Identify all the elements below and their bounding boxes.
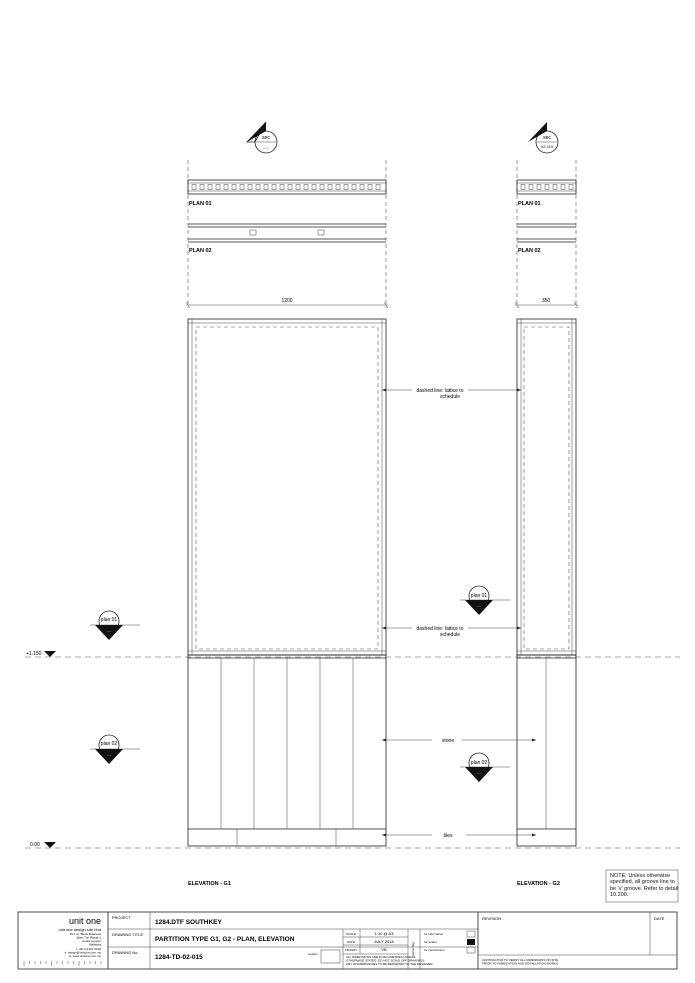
- lattice-cell: [328, 185, 332, 190]
- drawing-no-label: DRAWING No.: [112, 950, 139, 955]
- elevation-g1: [188, 319, 386, 846]
- lattice-cell: [232, 185, 236, 190]
- plan-marker-ref: _._: [106, 628, 112, 632]
- company-info-line: Malaysia: [89, 942, 101, 947]
- status-item: for construction: [424, 948, 445, 952]
- annotation-tiles: [382, 833, 536, 839]
- lattice-cell: [368, 185, 372, 190]
- plan-01-label-g2: PLAN 01: [518, 201, 541, 207]
- elevation-title-g1: ELEVATION - G1: [188, 881, 231, 887]
- lattice-cell: [545, 185, 549, 190]
- lattice-cell: [529, 185, 533, 190]
- project-label: PROJECT: [112, 915, 131, 920]
- lattice-cell: [312, 185, 316, 190]
- company-info-line: t: +60 3-2161 0120: [75, 947, 101, 951]
- plan-01-label-g1: PLAN 01: [189, 201, 212, 207]
- lattice-cell: [336, 185, 340, 190]
- annotation-lattice-bottom: [382, 626, 521, 638]
- company-info-line: 39-1-G, Block Business: [69, 932, 101, 936]
- lattice-cell: [352, 185, 356, 190]
- lattice-cell: [561, 185, 565, 190]
- lattice-cell: [376, 185, 380, 190]
- level-label: 0.00: [30, 842, 40, 848]
- elevation-g2: [517, 319, 576, 846]
- plan-marker-label: plan 02: [470, 760, 488, 766]
- dimension-g2-value: 350: [541, 298, 551, 304]
- annotation-text: stone: [441, 738, 455, 744]
- scale-value: 1:10 @ A3: [374, 931, 394, 936]
- lattice-cell: [248, 185, 252, 190]
- plan-marker-label: plan 01: [470, 593, 488, 599]
- dimension-g1-value: 1200: [281, 298, 293, 304]
- lattice-cell: [360, 185, 364, 190]
- company-info-line: w: www.unitone.com.my: [68, 954, 101, 958]
- section-marker-ref: 02-115: [540, 144, 554, 149]
- annotation-lattice-top: [382, 388, 521, 400]
- lattice-cell: [264, 185, 268, 190]
- plan-marker-ref: _._: [106, 752, 112, 756]
- lattice-cell: [537, 185, 541, 190]
- plan-marker-plan01-mid: [460, 586, 510, 615]
- drawn-value: VB: [381, 947, 387, 952]
- footer-note-line: PRIOR TO FABRICATION AND INSTALLATION WORKS.: [482, 961, 559, 966]
- date-value: JULY 2018: [374, 939, 394, 944]
- status-item: for tender: [424, 940, 437, 944]
- annotation-text: dashed line: lattice to: [416, 626, 464, 632]
- section-marker-g1: [247, 122, 277, 153]
- lattice-cell: [224, 185, 228, 190]
- footer-note-line: CONTRACTOR TO VERIFY ALL DIMENSIONS ON SITE: [482, 958, 559, 962]
- elevation-title-g2: ELEVATION - G2: [517, 881, 560, 887]
- section-marker-g2: [528, 122, 558, 153]
- lattice-cell: [256, 185, 260, 190]
- drawing-no: 1284-TD-02-015: [155, 954, 203, 961]
- lattice-cell: [320, 185, 324, 190]
- plan-02-label-g2: PLAN 02: [518, 248, 541, 254]
- date-label: DATE: [347, 940, 355, 944]
- section-marker-ref: _._: [263, 144, 269, 149]
- company-logo: unit one: [68, 916, 101, 926]
- lattice-cell: [208, 185, 212, 190]
- annotation-stone: [382, 738, 536, 744]
- plan-marker-plan02-mid: [460, 753, 510, 782]
- status-flag-label: status flag: [411, 942, 415, 956]
- section-marker-label: sec: [543, 135, 551, 141]
- lattice-cell: [288, 185, 292, 190]
- plan-marker-ref: _._: [476, 770, 482, 774]
- annotation-text: schedule: [439, 632, 461, 638]
- lattice-cell: [521, 185, 525, 190]
- lattice-cell: [192, 185, 196, 190]
- disclaimer-line: ANY DISCREPANCIES TO BE REPORTED TO THE DESIGNER.: [346, 962, 434, 966]
- lattice-cell: [553, 185, 557, 190]
- level-line-upper: [25, 651, 680, 657]
- lattice-cell: [296, 185, 300, 190]
- drawing-title-label: DRAWING TITLE: [112, 932, 144, 937]
- lattice-cell: [272, 185, 276, 190]
- drawn-label: DRAWN: [345, 948, 357, 952]
- plan-02-label-g1: PLAN 02: [189, 248, 212, 254]
- plan-marker-label: plan 01: [100, 617, 118, 623]
- plan-views-g1: [188, 160, 386, 308]
- lattice-cell: [216, 185, 220, 190]
- lattice-cell: [569, 185, 573, 190]
- level-line-ground: [25, 842, 680, 848]
- plan-marker-ref: _._: [476, 603, 482, 607]
- disclaimer-line: OTHERWISE STATED. DO NOT SCALE OFF DRAWINGS.: [346, 958, 426, 963]
- revision-label: revision: [307, 952, 318, 956]
- disclaimer-line: ALL DIMENSIONS ARE IN MILLIMETRES UNLESS: [346, 955, 416, 959]
- date-header: DATE: [654, 916, 665, 921]
- lattice-cell: [280, 185, 284, 190]
- annotation-text: schedule: [439, 394, 461, 400]
- annotation-text: tiles: [443, 833, 453, 839]
- section-marker-label: sec: [262, 135, 270, 141]
- company-info-line: e: design@unitone.com.my: [64, 950, 101, 955]
- drawing-title: PARTITION TYPE G1, G2 - PLAN, ELEVATION: [155, 936, 295, 943]
- annotation-text: dashed line: lattice to: [416, 388, 464, 394]
- lattice-cell: [240, 185, 244, 190]
- lattice-cell: [200, 185, 204, 190]
- status-item: for information: [424, 932, 444, 936]
- plan-marker-label: plan 02: [100, 741, 118, 747]
- plan-marker-plan02-left: [90, 735, 140, 764]
- lattice-cell: [304, 185, 308, 190]
- plan-marker-plan01-left: [90, 611, 140, 640]
- project-name: 1284.DTF SOUTHKEY: [155, 919, 222, 926]
- company-info-line: Kuala Lumpur: [82, 939, 101, 943]
- plan-views-g2: [517, 160, 576, 308]
- lattice-cell: [344, 185, 348, 190]
- level-label: +1.150: [26, 651, 42, 657]
- scale-label: SCALE: [346, 932, 356, 936]
- general-note: NOTE: Unless otherwise specified, all groove line to be 'v' groove. Refer to detail 10.200.: [610, 873, 679, 898]
- revision-header: REVISION: [482, 916, 502, 921]
- company-name: unit one design sdn bhd: [58, 927, 101, 932]
- company-info-line: Jalan Tun Razak 1: [76, 935, 101, 940]
